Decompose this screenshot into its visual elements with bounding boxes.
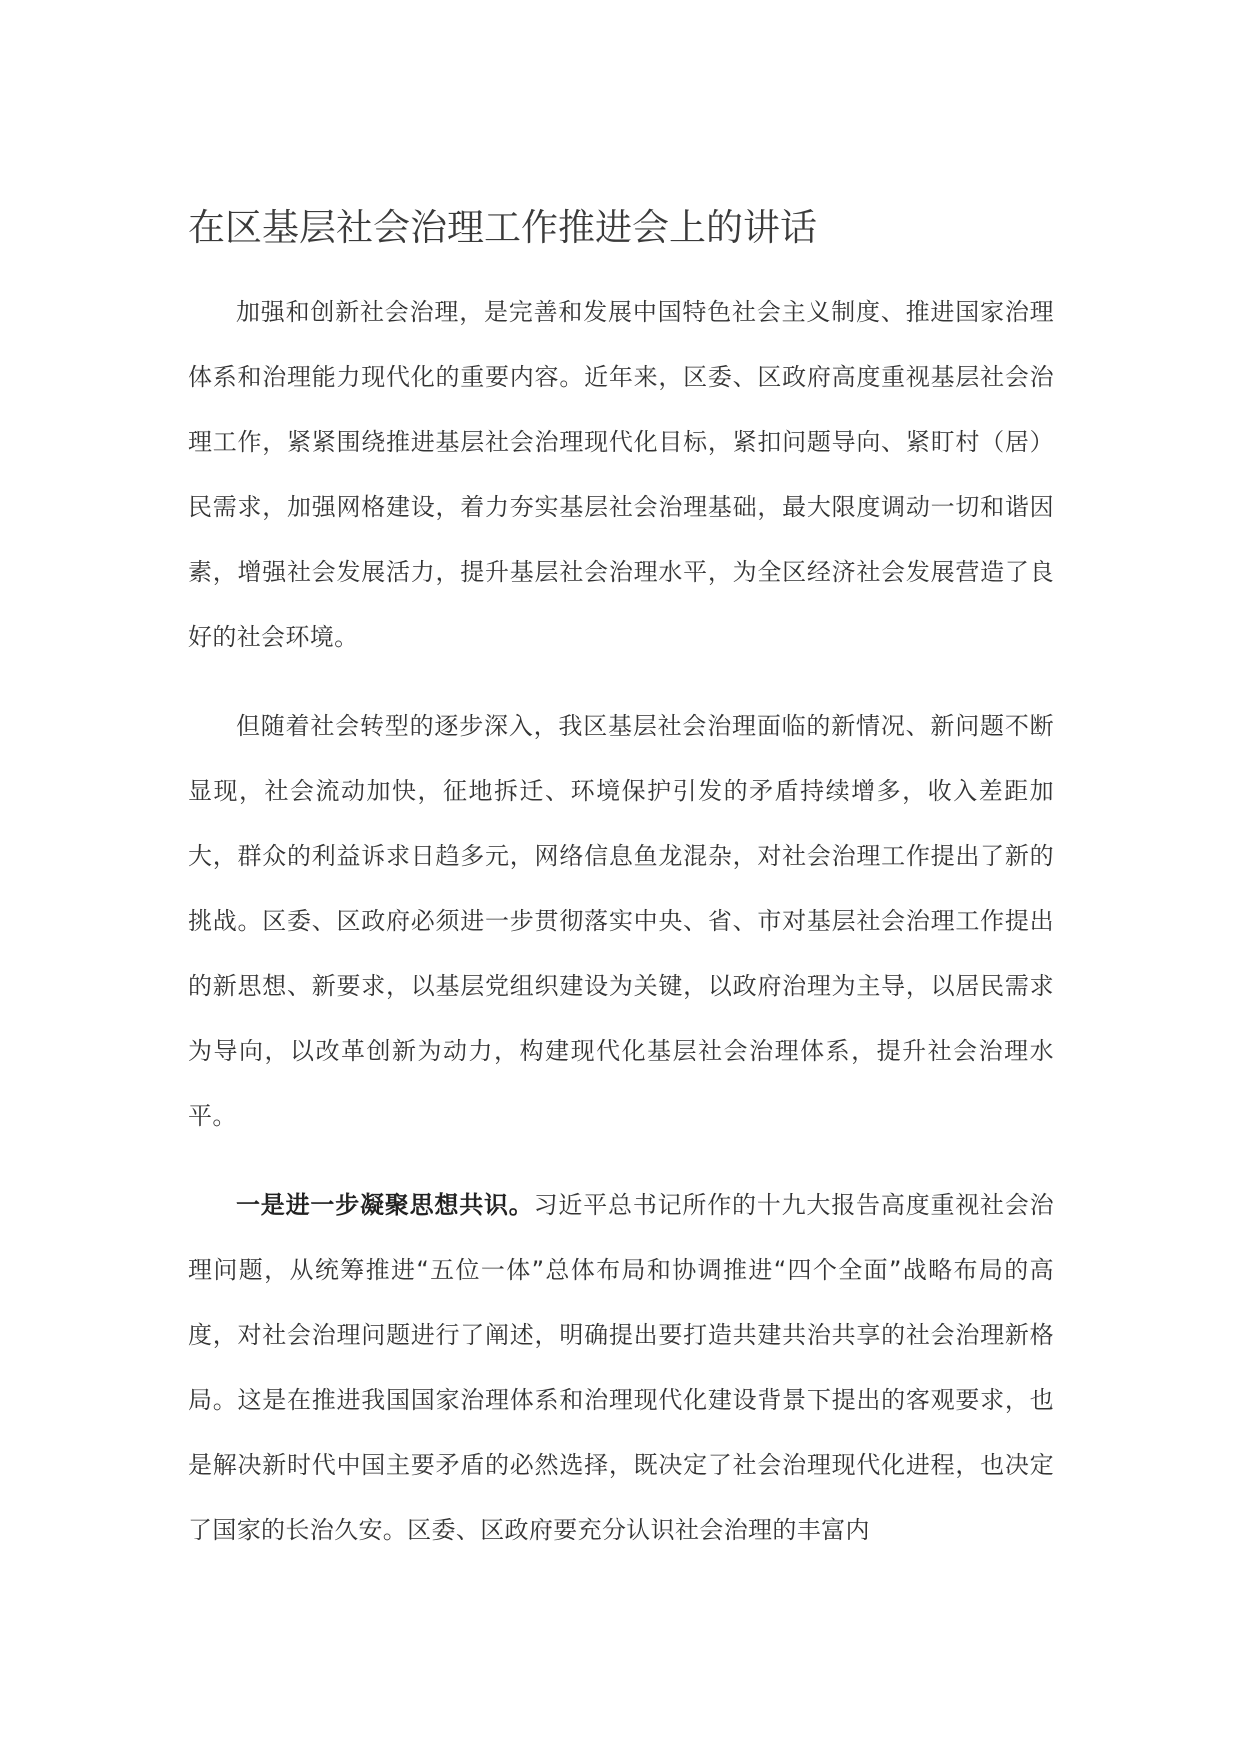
paragraph <box>188 1173 1054 1563</box>
paragraph <box>188 280 1054 670</box>
paragraph-text: 加强和创新社会治理，是完善和发展中国特色社会主义制度、推进国家治理体系和治理能力现代化的重要内容。近年来，区委、区政府高度重视基层社会治理工作，紧紧围绕推进基层社会治理现代化目标，紧扣问题导向、紧盯村（居）民需求，加强网格建设，着力夯实基层社会治理基础，最大限度调动一切和谐因素，增强社会发展活力，提升基层社会治理水平，为全区经济社会发展营造了良好的社会环境。 <box>188 298 1054 651</box>
paragraph-text: 但随着社会转型的逐步深入，我区基层社会治理面临的新情况、新问题不断显现，社会流动加快，征地拆迁、环境保护引发的矛盾持续增多，收入差距加大，群众的利益诉求日趋多元，网络信息鱼龙混杂，对社会治理工作提出了新的挑战。区委、区政府必须进一步贯彻落实中央、省、市对基层社会治理工作提出的新思想、新要求，以基层党组织建设为关键，以政府治理为主导，以居民需求为导向，以改革创新为动力，构建现代化基层社会治理体系，提升社会治理水平。 <box>188 712 1054 1130</box>
paragraph-lead: 一是进一步凝聚思想共识。 <box>236 1191 534 1219</box>
document-body <box>188 196 1054 1563</box>
paragraph <box>188 694 1054 1149</box>
paragraph-text: 习近平总书记所作的十九大报告高度重视社会治理问题，从统筹推进“五位一体”总体布局和协调推进“四个全面”战略布局的高度，对社会治理问题进行了阐述，明确提出要打造共建共治共享的社会治理新格局。这是在推进我国国家治理体系和治理现代化建设背景下提出的客观要求，也是解决新时代中国主要矛盾的必然选择，既决定了社会治理现代化进程，也决定了国家的长治久安。区委、区政府要充分认识社会治理的丰富内 <box>188 1191 1054 1544</box>
document-title: 在区基层社会治理工作推进会上的讲话 <box>188 206 817 249</box>
